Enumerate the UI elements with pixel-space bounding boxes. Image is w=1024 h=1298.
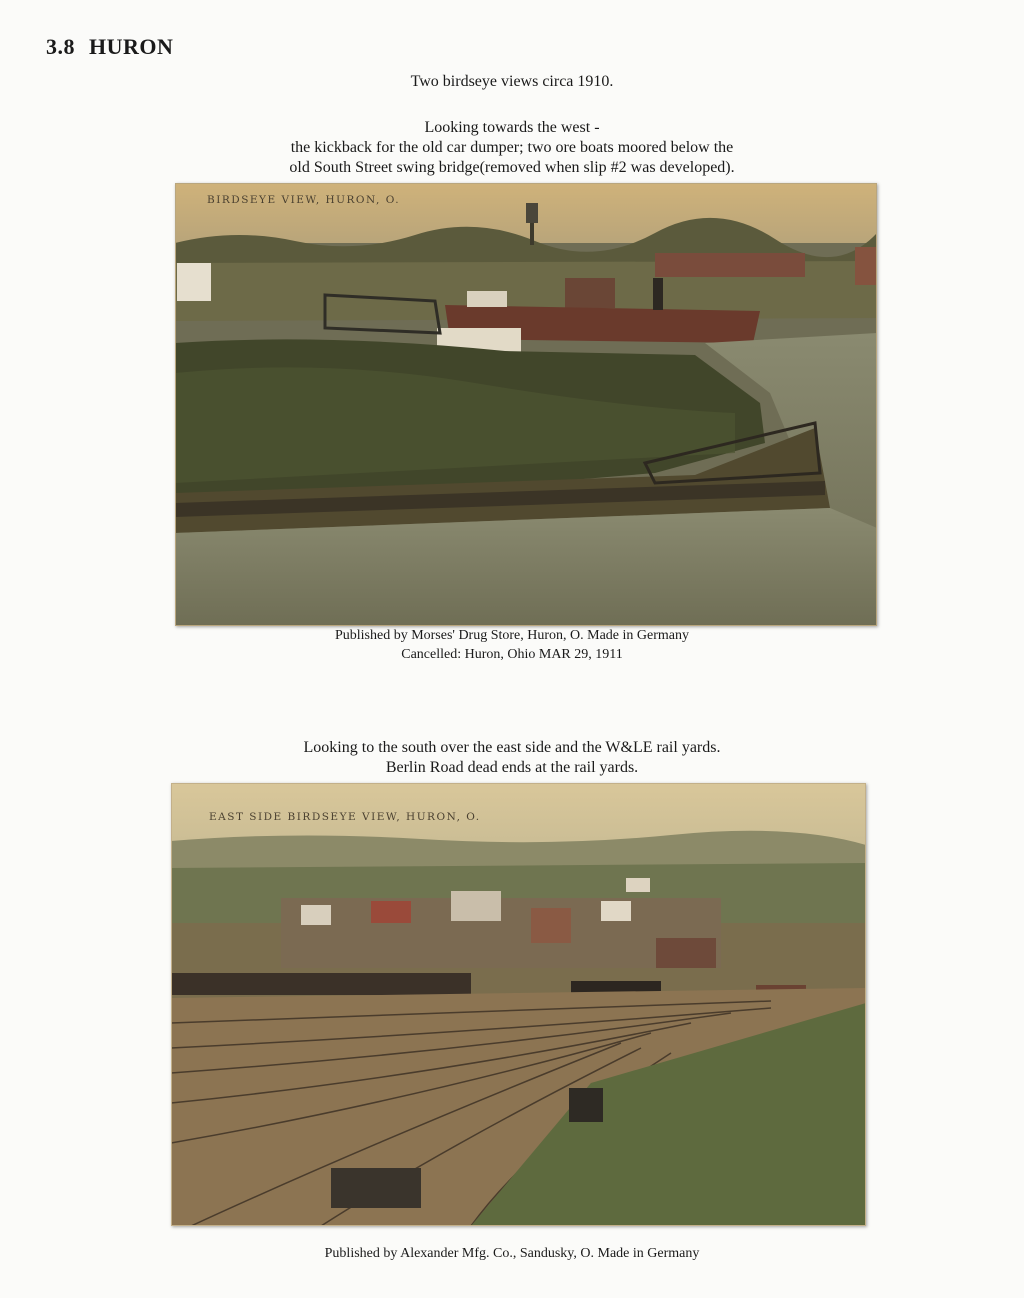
- card1-publisher-line: Published by Morses' Drug Store, Huron, O. Made in Germany: [334, 628, 690, 643]
- section-number: 3.8: [46, 34, 75, 59]
- postcard-west-view: [175, 183, 877, 626]
- postcard-east-side-view-image: [171, 783, 866, 1226]
- section-heading: [46, 34, 173, 60]
- section-title: HURON: [89, 34, 174, 59]
- postcard-east-side-view: [171, 783, 866, 1226]
- postcard-west-view-image: [175, 183, 877, 626]
- card1-cancel-line: Cancelled: Huron, Ohio MAR 29, 1911: [401, 647, 623, 662]
- card1-intro-line-1: Looking towards the west -: [424, 119, 600, 136]
- card2-printed-caption: EAST SIDE BIRDSEYE VIEW, HURON, O.: [209, 811, 481, 823]
- card1-intro-line-3: old South Street swing bridge(removed when slip #2 was developed).: [289, 159, 735, 176]
- card2-publisher-line: Published by Alexander Mfg. Co., Sandusky, O. Made in Germany: [324, 1246, 700, 1261]
- card1-intro-line-2: the kickback for the old car dumper; two ore boats moored below the: [290, 139, 734, 156]
- card2-intro-line-1: Looking to the south over the east side and the W&LE rail yards.: [303, 739, 721, 756]
- card2-intro-line-2: Berlin Road dead ends at the rail yards.: [385, 759, 639, 776]
- card1-printed-caption: BIRDSEYE VIEW, HURON, O.: [207, 194, 401, 206]
- page-subtitle: Two birdseye views circa 1910.: [410, 73, 614, 90]
